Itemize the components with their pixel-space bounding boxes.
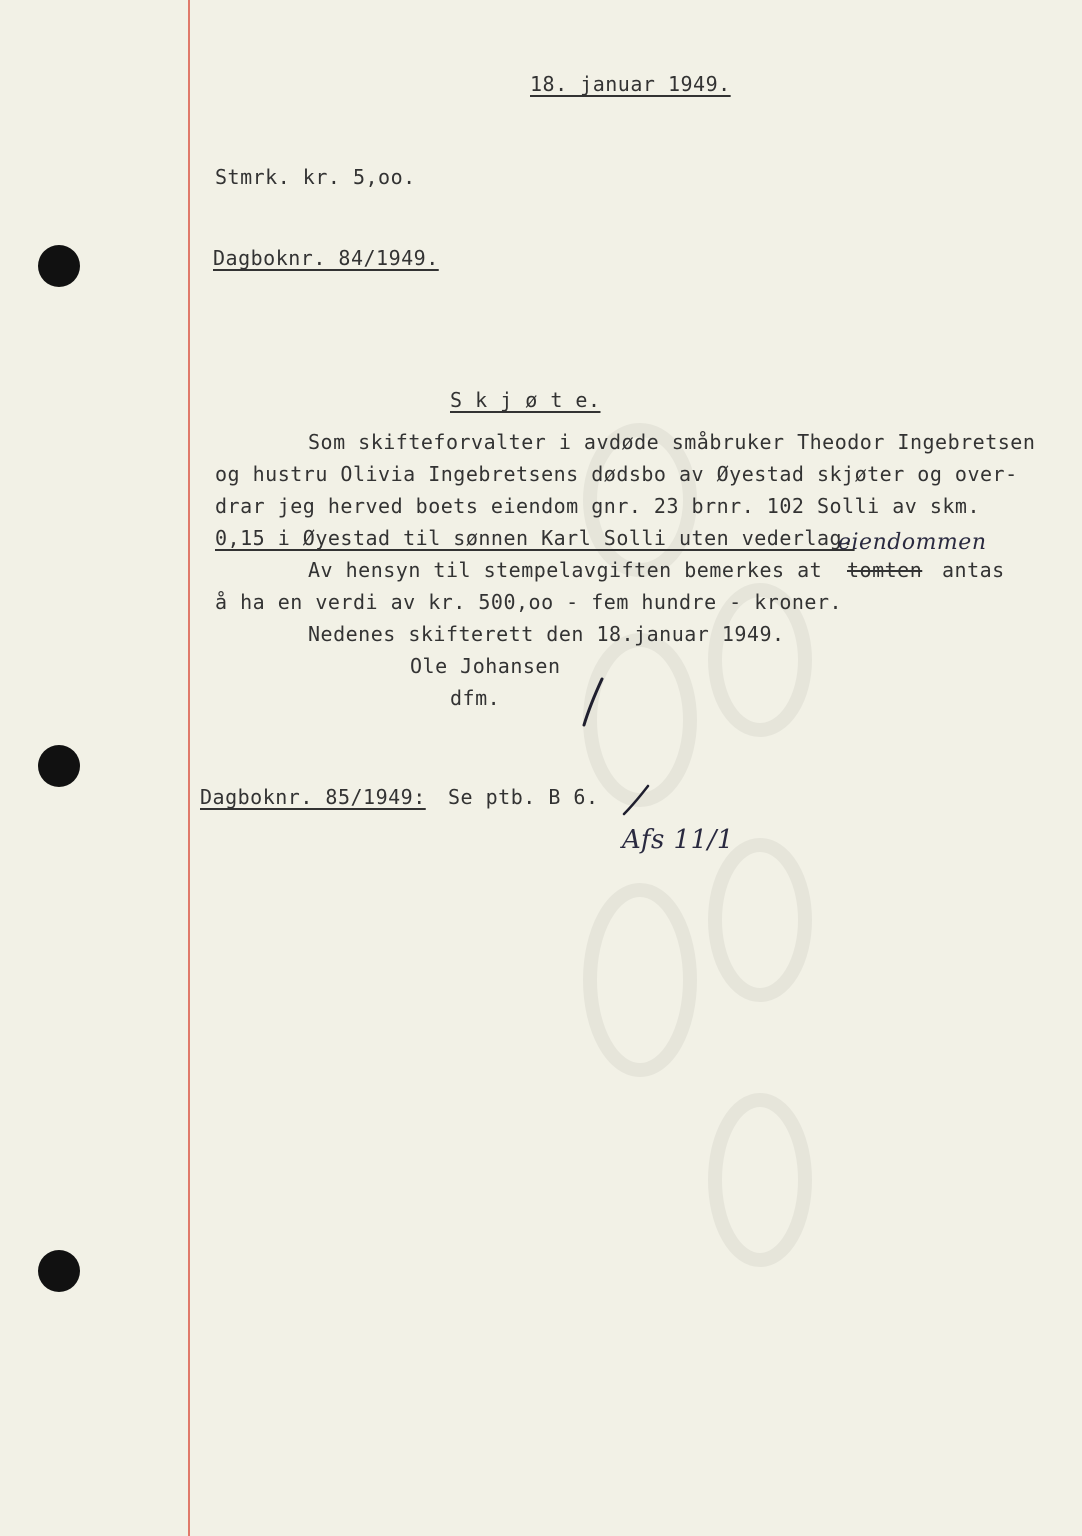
signature-title: dfm. [450,686,501,710]
body-line-5b: antas [942,558,1005,582]
dagbok-number-1: Dagboknr. 84/1949. [213,246,439,270]
body-line-4: 0,15 i Øyestad til sønnen Karl Solli uten vederlag. [215,526,855,550]
handwritten-insert: eiendommen [838,530,987,555]
stamp-fee: Stmrk. kr. 5,oo. [215,165,416,189]
body-line-6: å ha en verdi av kr. 500,oo - fem hundre - kroner. [215,590,843,614]
punch-hole [38,1250,80,1292]
body-line-2: og hustru Olivia Ingebretsens dødsbo av Øyestad skjøter og over- [215,462,1018,486]
body-line-5-struck: tomten [847,558,923,582]
punch-hole [38,245,80,287]
signature-name: Ole Johansen [410,654,561,678]
body-line-7: Nedenes skifterett den 18.januar 1949. [308,622,785,646]
reference-text: Se ptb. B 6. [448,785,599,809]
bleed-through-stamp [560,300,860,1500]
body-line-5a: Av hensyn til stempelavgiften bemerkes at [308,558,823,582]
deed-title: S k j ø t e. [450,388,601,412]
margin-rule [188,0,190,1536]
body-line-1: Som skiftеforvalter i avdøde småbruker Theodor Ingebretsen [308,430,1036,454]
handwritten-mark: Afs 11/1 [622,825,734,855]
document-date: 18. januar 1949. [530,72,731,96]
dagbok-number-2: Dagboknr. 85/1949: [200,785,426,809]
body-line-3: drar jeg herved boets eiendom gnr. 23 brnr. 102 Solli av skm. [215,494,981,518]
punch-hole [38,745,80,787]
